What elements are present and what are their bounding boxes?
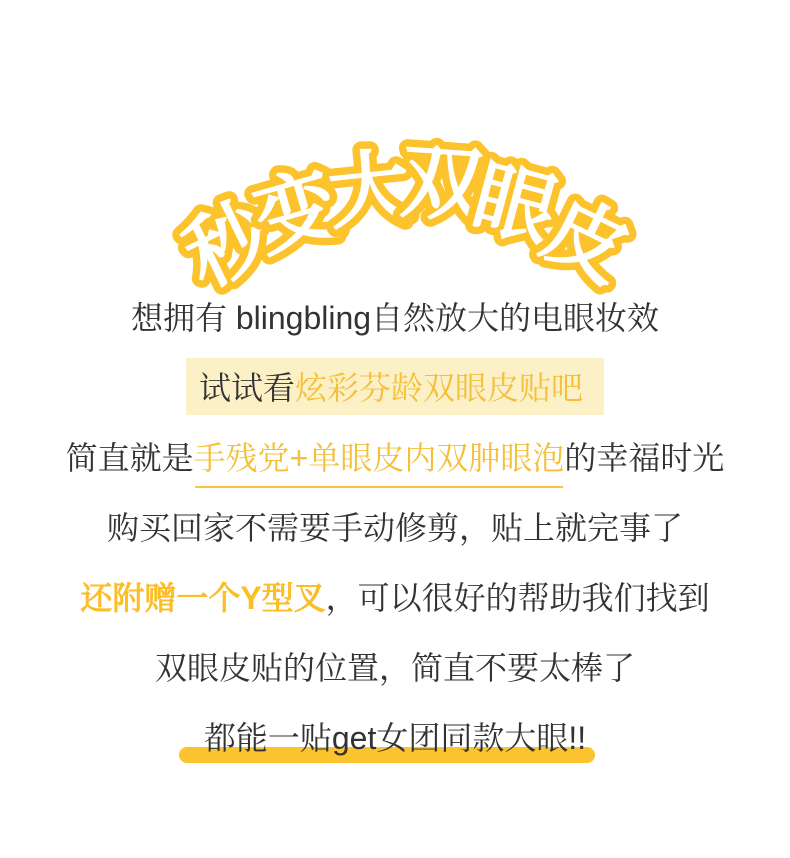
arched-headline [0,0,790,320]
headline-char: 变 [243,155,349,270]
intro-text: 想拥有 blingbling自然放大的电眼妆效 [130,300,660,336]
product-highlight-band [186,358,604,415]
position-line [0,631,790,701]
convenience-line [0,491,790,561]
bonus-keyword: 还附赠一个Y型叉 [80,580,326,616]
headline-char: 眼 [463,148,568,262]
promo-copy [0,281,790,771]
product-line-lead: 试试看 [198,369,295,406]
headline-char: 双 [397,134,487,235]
product-name: 炫彩芬龄双眼皮贴吧 [295,369,584,406]
convenience-text: 购买回家不需要手动修剪，贴上就完事了 [106,510,683,546]
intro-line [0,281,790,351]
audience-lead: 简直就是 [65,440,194,476]
headline-char: 大 [323,139,415,243]
headline-char: 秒 [170,184,286,306]
audience-keywords: 手残党+单眼皮内双肿眼泡 [194,433,565,479]
audience-tail: 的幸福时光 [564,440,725,476]
closing-line [0,701,790,771]
audience-line [0,421,790,491]
closing-marker-text: 都能一贴get女团同款大眼!! [204,713,586,759]
headline-char: 皮 [528,180,644,302]
position-text: 双眼皮贴的位置，简直不要太棒了 [154,650,635,686]
bonus-line [0,561,790,631]
product-line [0,351,790,421]
bonus-tail: ，可以很好的帮助我们找到 [325,580,710,616]
